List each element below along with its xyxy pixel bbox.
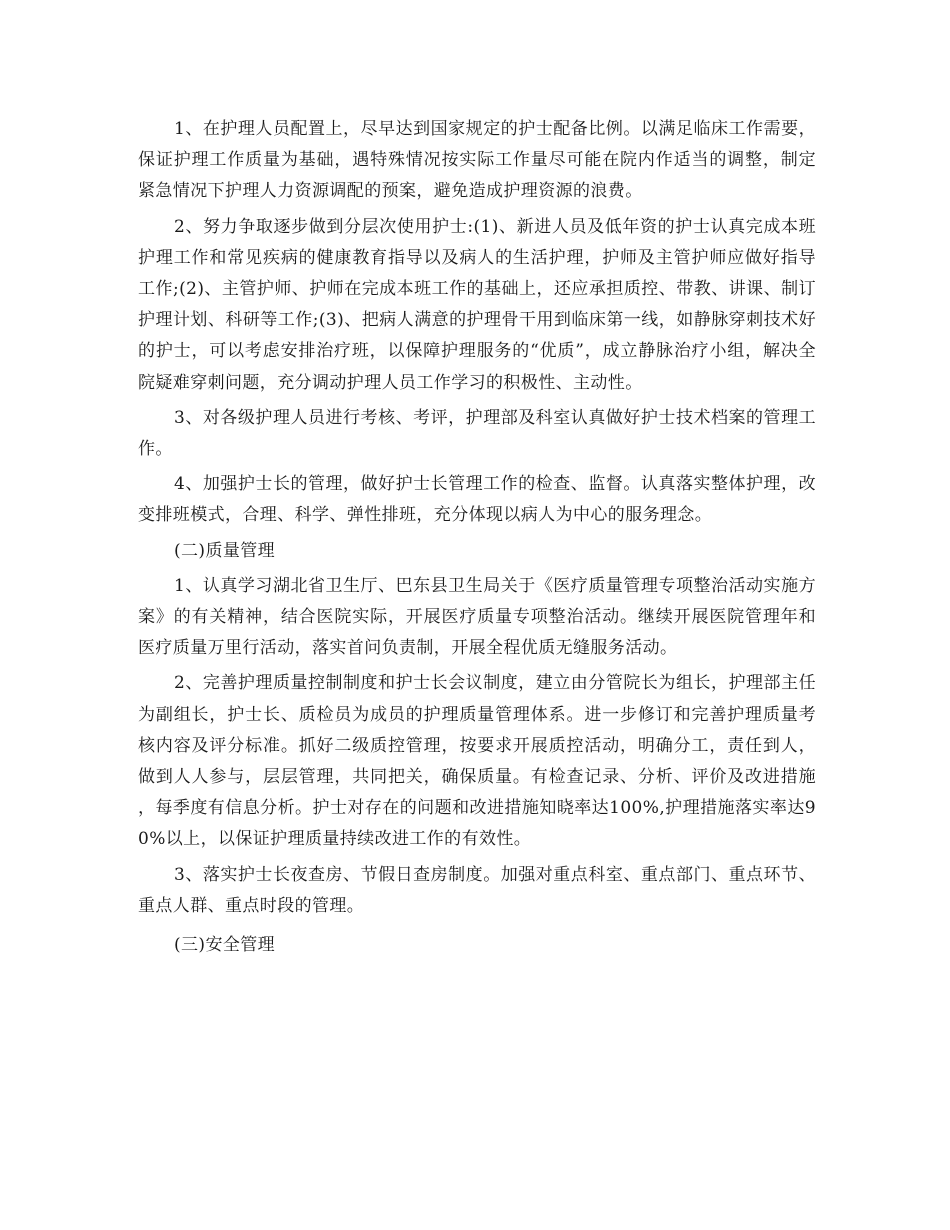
paragraph-quality-system: 2、完善护理质量控制制度和护士长会议制度，建立由分管院长为组长，护理部主任为副组长，护士长、质检员为成员的护理质量管理体系。进一步修订和完善护理质量考核内容及评分标准。抓好二级质控管理，按要求开展质控活动，明确分工，责任到人，做到人人参与，层层管理，共同把关，确保质量。有检查记录、分析、评价及改进措施，每季度有信息分析。护士对存在的问题和改进措施知晓率达100%,护理措施落实率达90%以上，以保证护理质量持续改进工作的有效性。 <box>138 673 816 850</box>
paragraph-staffing: 1、在护理人员配置上，尽早达到国家规定的护士配备比例。以满足临床工作需要，保证护理工作质量为基础，遇特殊情况按实际工作量尽可能在院内作适当的调整，制定紧急情况下护理人力资源调配的预案，避免造成护理资源的浪费。 <box>138 119 816 202</box>
paragraph-quality-study: 1、认真学习湖北省卫生厅、巴东县卫生局关于《医疗质量管理专项整治活动实施方案》的有关精神，结合医院实际，开展医疗质量专项整治活动。继续开展医院管理年和医疗质量万里行活动，落实首问负责制，开展全程优质无缝服务活动。 <box>138 575 816 659</box>
document-body <box>138 114 816 965</box>
paragraph-head-nurse: 4、加强护士长的管理，做好护士长管理工作的检查、监督。认真落实整体护理，改变排班模式，合理、科学、弹性排班，充分体现以病人为中心的服务理念。 <box>138 474 816 526</box>
paragraph-assessment: 3、对各级护理人员进行考核、考评，护理部及科室认真做好护士技术档案的管理工作。 <box>138 407 816 460</box>
section-heading-safety: (三)安全管理 <box>174 935 276 956</box>
paragraph-tiered-use: 2、努力争取逐步做到分层次使用护士:(1)、新进人员及低年资的护士认真完成本班护理工作和常见疾病的健康教育指导以及病人的生活护理，护师及主管护师应做好指导工作;(2)、主管护师、护师在完成本班工作的基础上，还应承担质控、带教、讲课、制订护理计划、科研等工作;(3)、把病人满意的护理骨干用到临床第一线，如静脉穿刺技术好的护士，可以考虑安排治疗班，以保障护理服务的“优质”，成立静脉治疗小组，解决全院疑难穿刺问题，充分调动护理人员工作学习的积极性、主动性。 <box>138 216 816 393</box>
paragraph-night-rounds: 3、落实护士长夜查房、节假日查房制度。加强对重点科室、重点部门、重点环节、重点人群、重点时段的管理。 <box>138 864 816 916</box>
section-heading-quality: (二)质量管理 <box>174 540 276 561</box>
